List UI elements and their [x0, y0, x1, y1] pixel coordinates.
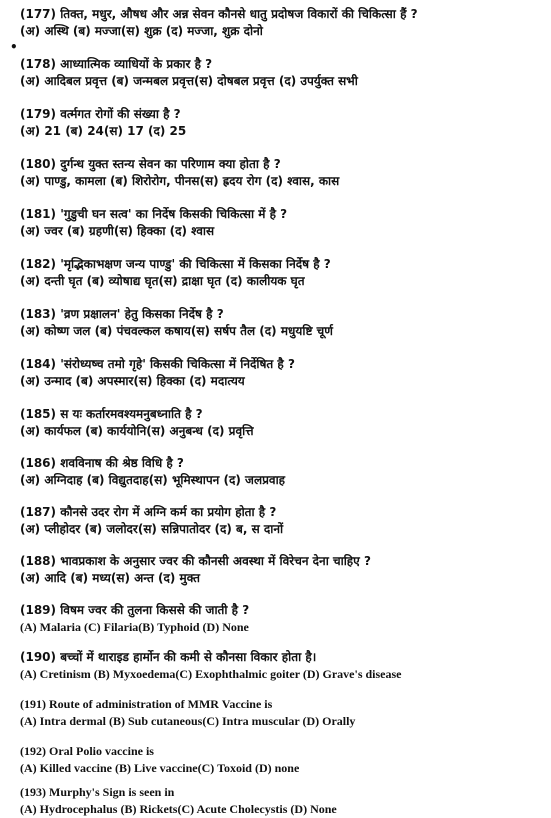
question-text: (192) Oral Polio vaccine is — [20, 744, 154, 758]
question-options: (अ) आदि (ब) मध्य(स) अन्त (द) मुक्त — [20, 571, 200, 585]
stray-dot-mark: • — [10, 40, 18, 54]
question-187 — [20, 504, 283, 538]
question-192 — [20, 743, 299, 777]
question-188 — [20, 553, 371, 587]
question-options: (अ) उन्माद (ब) अपस्मार(स) हिक्का (द) मदात्यय — [20, 374, 245, 388]
question-text: (184) 'संरोध्यष्च तमो गृहे' किसकी चिकित्सा में निर्देषित है ? — [20, 357, 295, 371]
question-text: (185) स यः कर्तारमवश्यमनुबध्नाति है ? — [20, 407, 203, 421]
question-185 — [20, 406, 254, 440]
question-180 — [20, 156, 339, 190]
question-options: (A) Cretinism (B) Myxoedema(C) Exophthalmic goiter (D) Grave's disease — [20, 667, 402, 681]
question-options: (अ) कोष्ण जल (ब) पंचवल्कल कषाय(स) सर्षप तैल (द) मधुयष्टि चूर्ण — [20, 324, 333, 338]
question-186 — [20, 455, 285, 489]
question-text: (191) Route of administration of MMR Vaccine is — [20, 697, 273, 711]
question-177 — [20, 6, 418, 40]
question-184 — [20, 356, 295, 390]
question-options: (A) Intra dermal (B) Sub cutaneous(C) Intra muscular (D) Orally — [20, 714, 356, 728]
question-text: (180) दुर्गन्ध युक्त स्तन्य सेवन का परिणाम क्या होता है ? — [20, 157, 281, 171]
question-189 — [20, 602, 249, 636]
question-options: (A) Malaria (C) Filaria(B) Typhoid (D) None — [20, 620, 249, 634]
question-options: (अ) 21 (ब) 24(स) 17 (द) 25 — [20, 124, 187, 138]
question-options: (अ) पाण्डु, कामला (ब) शिरोरोग, पीनस(स) ह्रदय रोग (द) श्वास, कास — [20, 174, 340, 188]
question-options: (A) Killed vaccine (B) Live vaccine(C) Toxoid (D) none — [20, 761, 300, 775]
question-178 — [20, 56, 358, 90]
question-text: (179) वर्त्मगत रोगों की संख्या है ? — [20, 107, 181, 121]
question-options: (A) Hydrocephalus (B) Rickets(C) Acute Cholecystis (D) None — [20, 802, 337, 816]
question-options: (अ) आदिबल प्रवृत्त (ब) जन्मबल प्रवृत्त(स) दोषबल प्रवृत्त (द) उपर्युक्त सभी — [20, 74, 358, 88]
question-text: (183) 'व्रण प्रक्षालन' हेतु किसका निर्देष है ? — [20, 307, 224, 321]
question-text: (182) 'मृद्भिकाभक्षण जन्य पाण्डु' की चिकित्सा में किसका निर्देष है ? — [20, 257, 331, 271]
question-options: (अ) ज्वर (ब) ग्रहणी(स) हिक्का (द) श्वास — [20, 224, 215, 238]
question-179 — [20, 106, 186, 140]
question-183 — [20, 306, 333, 340]
question-text: (190) बच्चों में थाराइड हार्मोन की कमी से कौनसा विकार होता है। — [20, 650, 317, 664]
question-options: (अ) प्लीहोदर (ब) जलोदर(स) सन्निपातोदर (द) ब, स दानों — [20, 522, 284, 536]
question-text: (187) कौनसे उदर रोग में अग्नि कर्म का प्रयोग होता है ? — [20, 505, 277, 519]
question-182 — [20, 256, 331, 290]
question-text: (186) शवविनाष की श्रेष्ठ विधि है ? — [20, 456, 184, 470]
question-text: (181) 'गुडुची घन सत्व' का निर्देष किसकी चिकित्सा में है ? — [20, 207, 288, 221]
question-text: (188) भावप्रकाश के अनुसार ज्वर की कौनसी अवस्था में विरेचन देना चाहिए ? — [20, 554, 371, 568]
question-text: (189) विषम ज्वर की तुलना किससे की जाती है ? — [20, 603, 250, 617]
question-options: (अ) अग्निदाह (ब) विद्युतदाह(स) भूमिस्थापन (द) जलप्रवाह — [20, 473, 286, 487]
question-193 — [20, 784, 337, 818]
question-text: (177) तिक्त, मधुर, औषध और अन्न सेवन कौनसे धातु प्रदोषज विकारों की चिकित्सा हैं ? — [20, 7, 418, 21]
question-options: (अ) कार्यफल (ब) कार्ययोनि(स) अनुबन्ध (द) प्रवृत्ति — [20, 424, 254, 438]
question-options: (अ) दन्ती घृत (ब) व्योषाद्य घृत(स) द्राक्षा घृत (द) कालीयक घृत — [20, 274, 305, 288]
question-text: (193) Murphy's Sign is seen in — [20, 785, 175, 799]
question-options: (अ) अस्थि (ब) मज्जा(स) शुक्र (द) मज्जा, शुक्र दोनो — [20, 24, 263, 38]
question-190 — [20, 649, 402, 683]
question-181 — [20, 206, 287, 240]
question-text: (178) आध्यात्मिक व्याधियों के प्रकार है ? — [20, 57, 213, 71]
question-191 — [20, 696, 355, 730]
